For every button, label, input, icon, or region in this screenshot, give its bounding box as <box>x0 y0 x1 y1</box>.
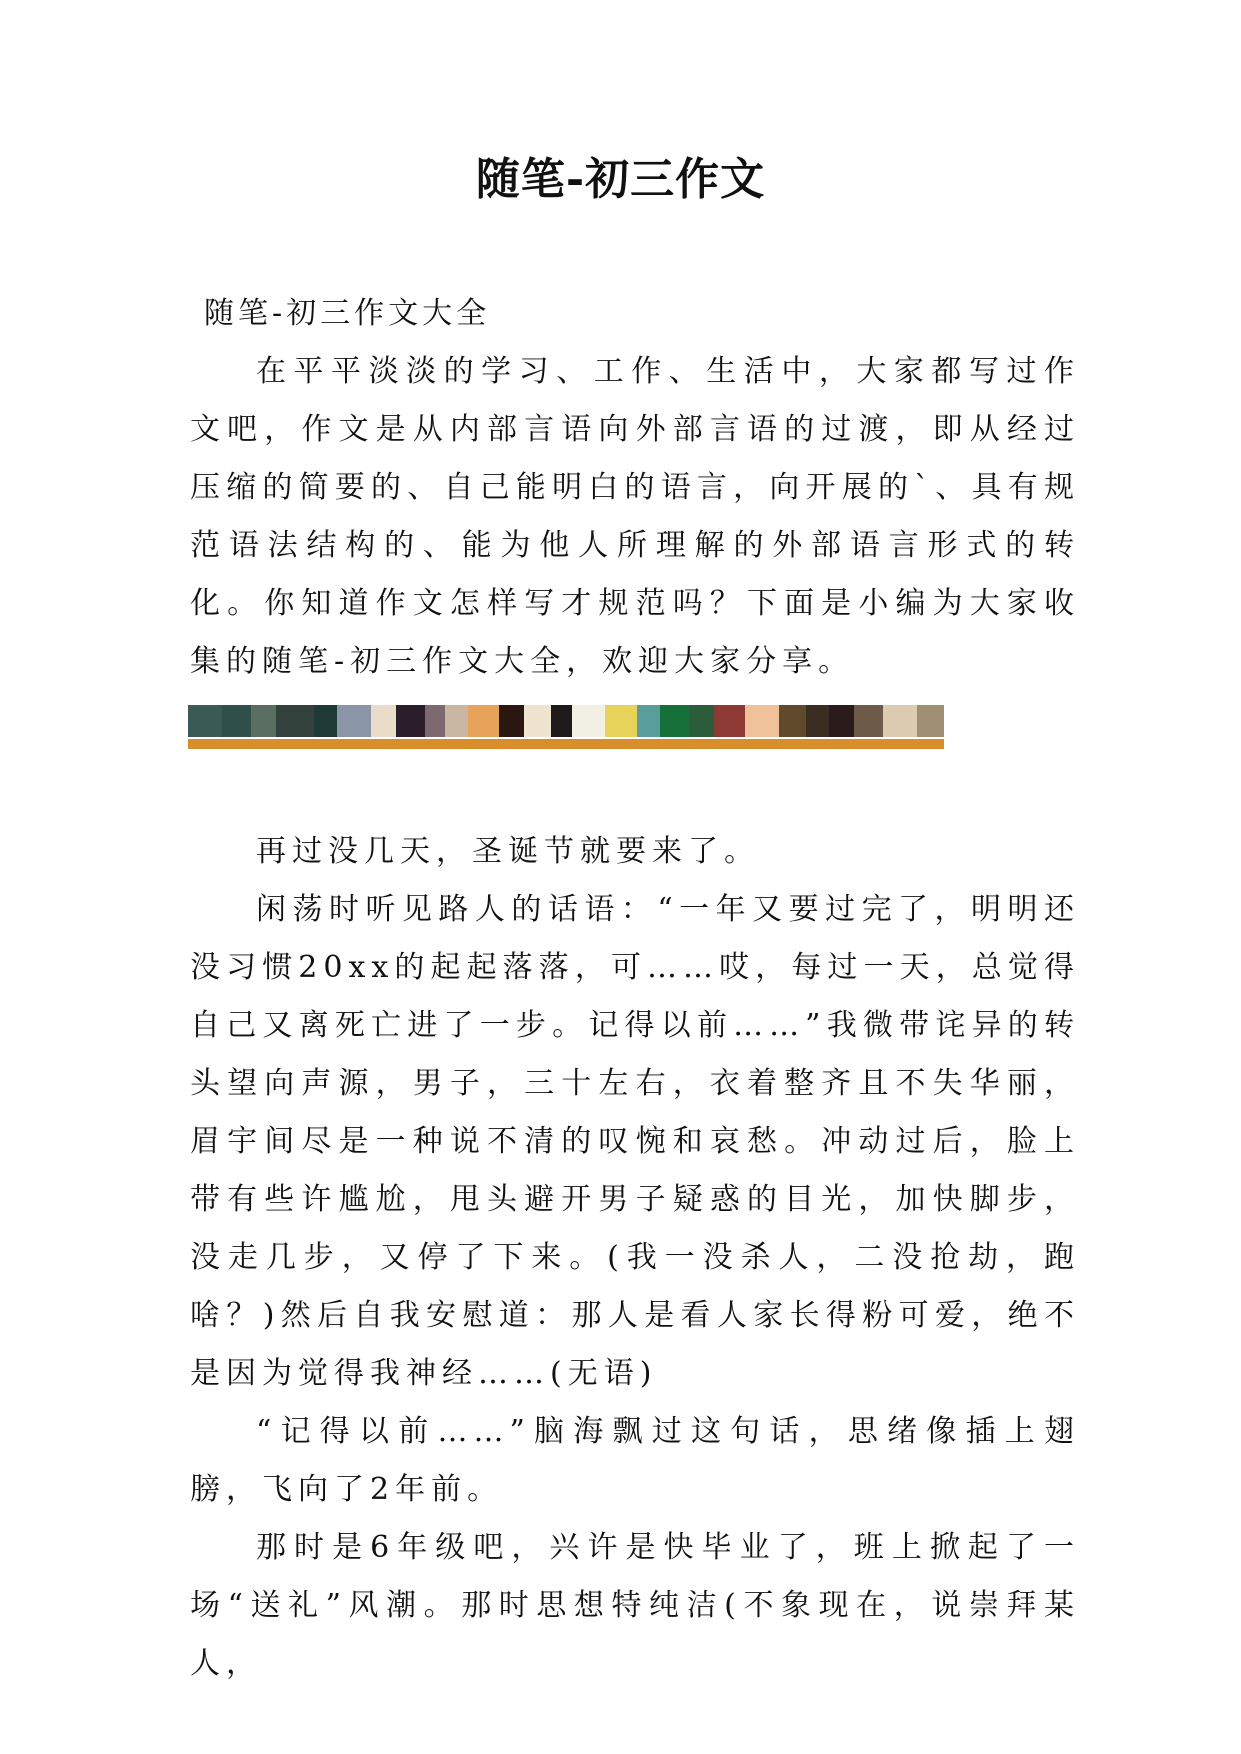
book-spine <box>829 705 854 737</box>
book-spine <box>276 705 314 737</box>
document-body <box>190 285 1080 1693</box>
book-spine <box>314 705 337 737</box>
bookshelf-divider-image <box>188 705 944 753</box>
document-title: 随笔-初三作文 <box>475 154 766 205</box>
book-spine <box>499 705 524 737</box>
book-spine <box>396 705 425 737</box>
book-spine <box>883 705 917 737</box>
body-paragraph-4: 那时是6年级吧，兴许是快毕业了，班上掀起了一场“送礼”风潮。那时思想特纯洁(不象现在，说崇拜某人， <box>190 1530 1080 1681</box>
intro-paragraph: 在平平淡淡的学习、工作、生活中，大家都写过作文吧，作文是从内部言语向外部言语的过渡，即从经过压缩的简要的、自己能明白的语言，向开展的`、具有规范语法结构的、能为他人所理解的外部语言形式的转化。你知道作文怎样写才规范吗？下面是小编为大家收集的随笔-初三作文大全，欢迎大家分享。 <box>190 354 1080 679</box>
book-spine <box>605 705 637 737</box>
book-spine <box>425 705 445 737</box>
book-spine <box>714 705 746 737</box>
book-spine <box>689 705 714 737</box>
book-spine <box>779 705 806 737</box>
body-paragraph-2: 闲荡时听见路人的话语：“一年又要过完了，明明还没习惯20xx的起起落落，可……哎，每过一天，总觉得自己又离死亡进了一步。记得以前……”我微带诧异的转头望向声源，男子，三十左右，衣着整齐且不失华丽，眉宇间尽是一种说不清的叹惋和哀愁。冲动过后，脸上带有些许尴尬，甩头避开男子疑惑的目光，加快脚步，没走几步，又停了下来。(我一没杀人，二没抢劫，跑啥？)然后自我安慰道：那人是看人家长得粉可爱，绝不是因为觉得我神经……(无语) <box>190 892 1080 1391</box>
book-spine <box>222 705 251 737</box>
book-spine <box>917 705 944 737</box>
body-paragraph-3: “记得以前……”脑海飘过这句话，思绪像插上翅膀，飞向了2年前。 <box>190 1414 1080 1507</box>
book-spine <box>188 705 222 737</box>
book-spine <box>337 705 371 737</box>
book-spine <box>371 705 396 737</box>
book-spine <box>745 705 779 737</box>
book-spine <box>251 705 276 737</box>
bookshelf-books <box>188 705 944 737</box>
body-paragraph-1: 再过没几天，圣诞节就要来了。 <box>256 834 760 869</box>
book-spine <box>445 705 468 737</box>
document-subtitle: 随笔-初三作文大全 <box>204 296 491 331</box>
book-spine <box>637 705 660 737</box>
book-spine <box>551 705 571 737</box>
bookshelf-shelf <box>188 739 944 749</box>
book-spine <box>468 705 500 737</box>
book-spine <box>660 705 689 737</box>
book-spine <box>854 705 883 737</box>
book-spine <box>806 705 829 737</box>
book-spine <box>524 705 551 737</box>
book-spine <box>572 705 606 737</box>
